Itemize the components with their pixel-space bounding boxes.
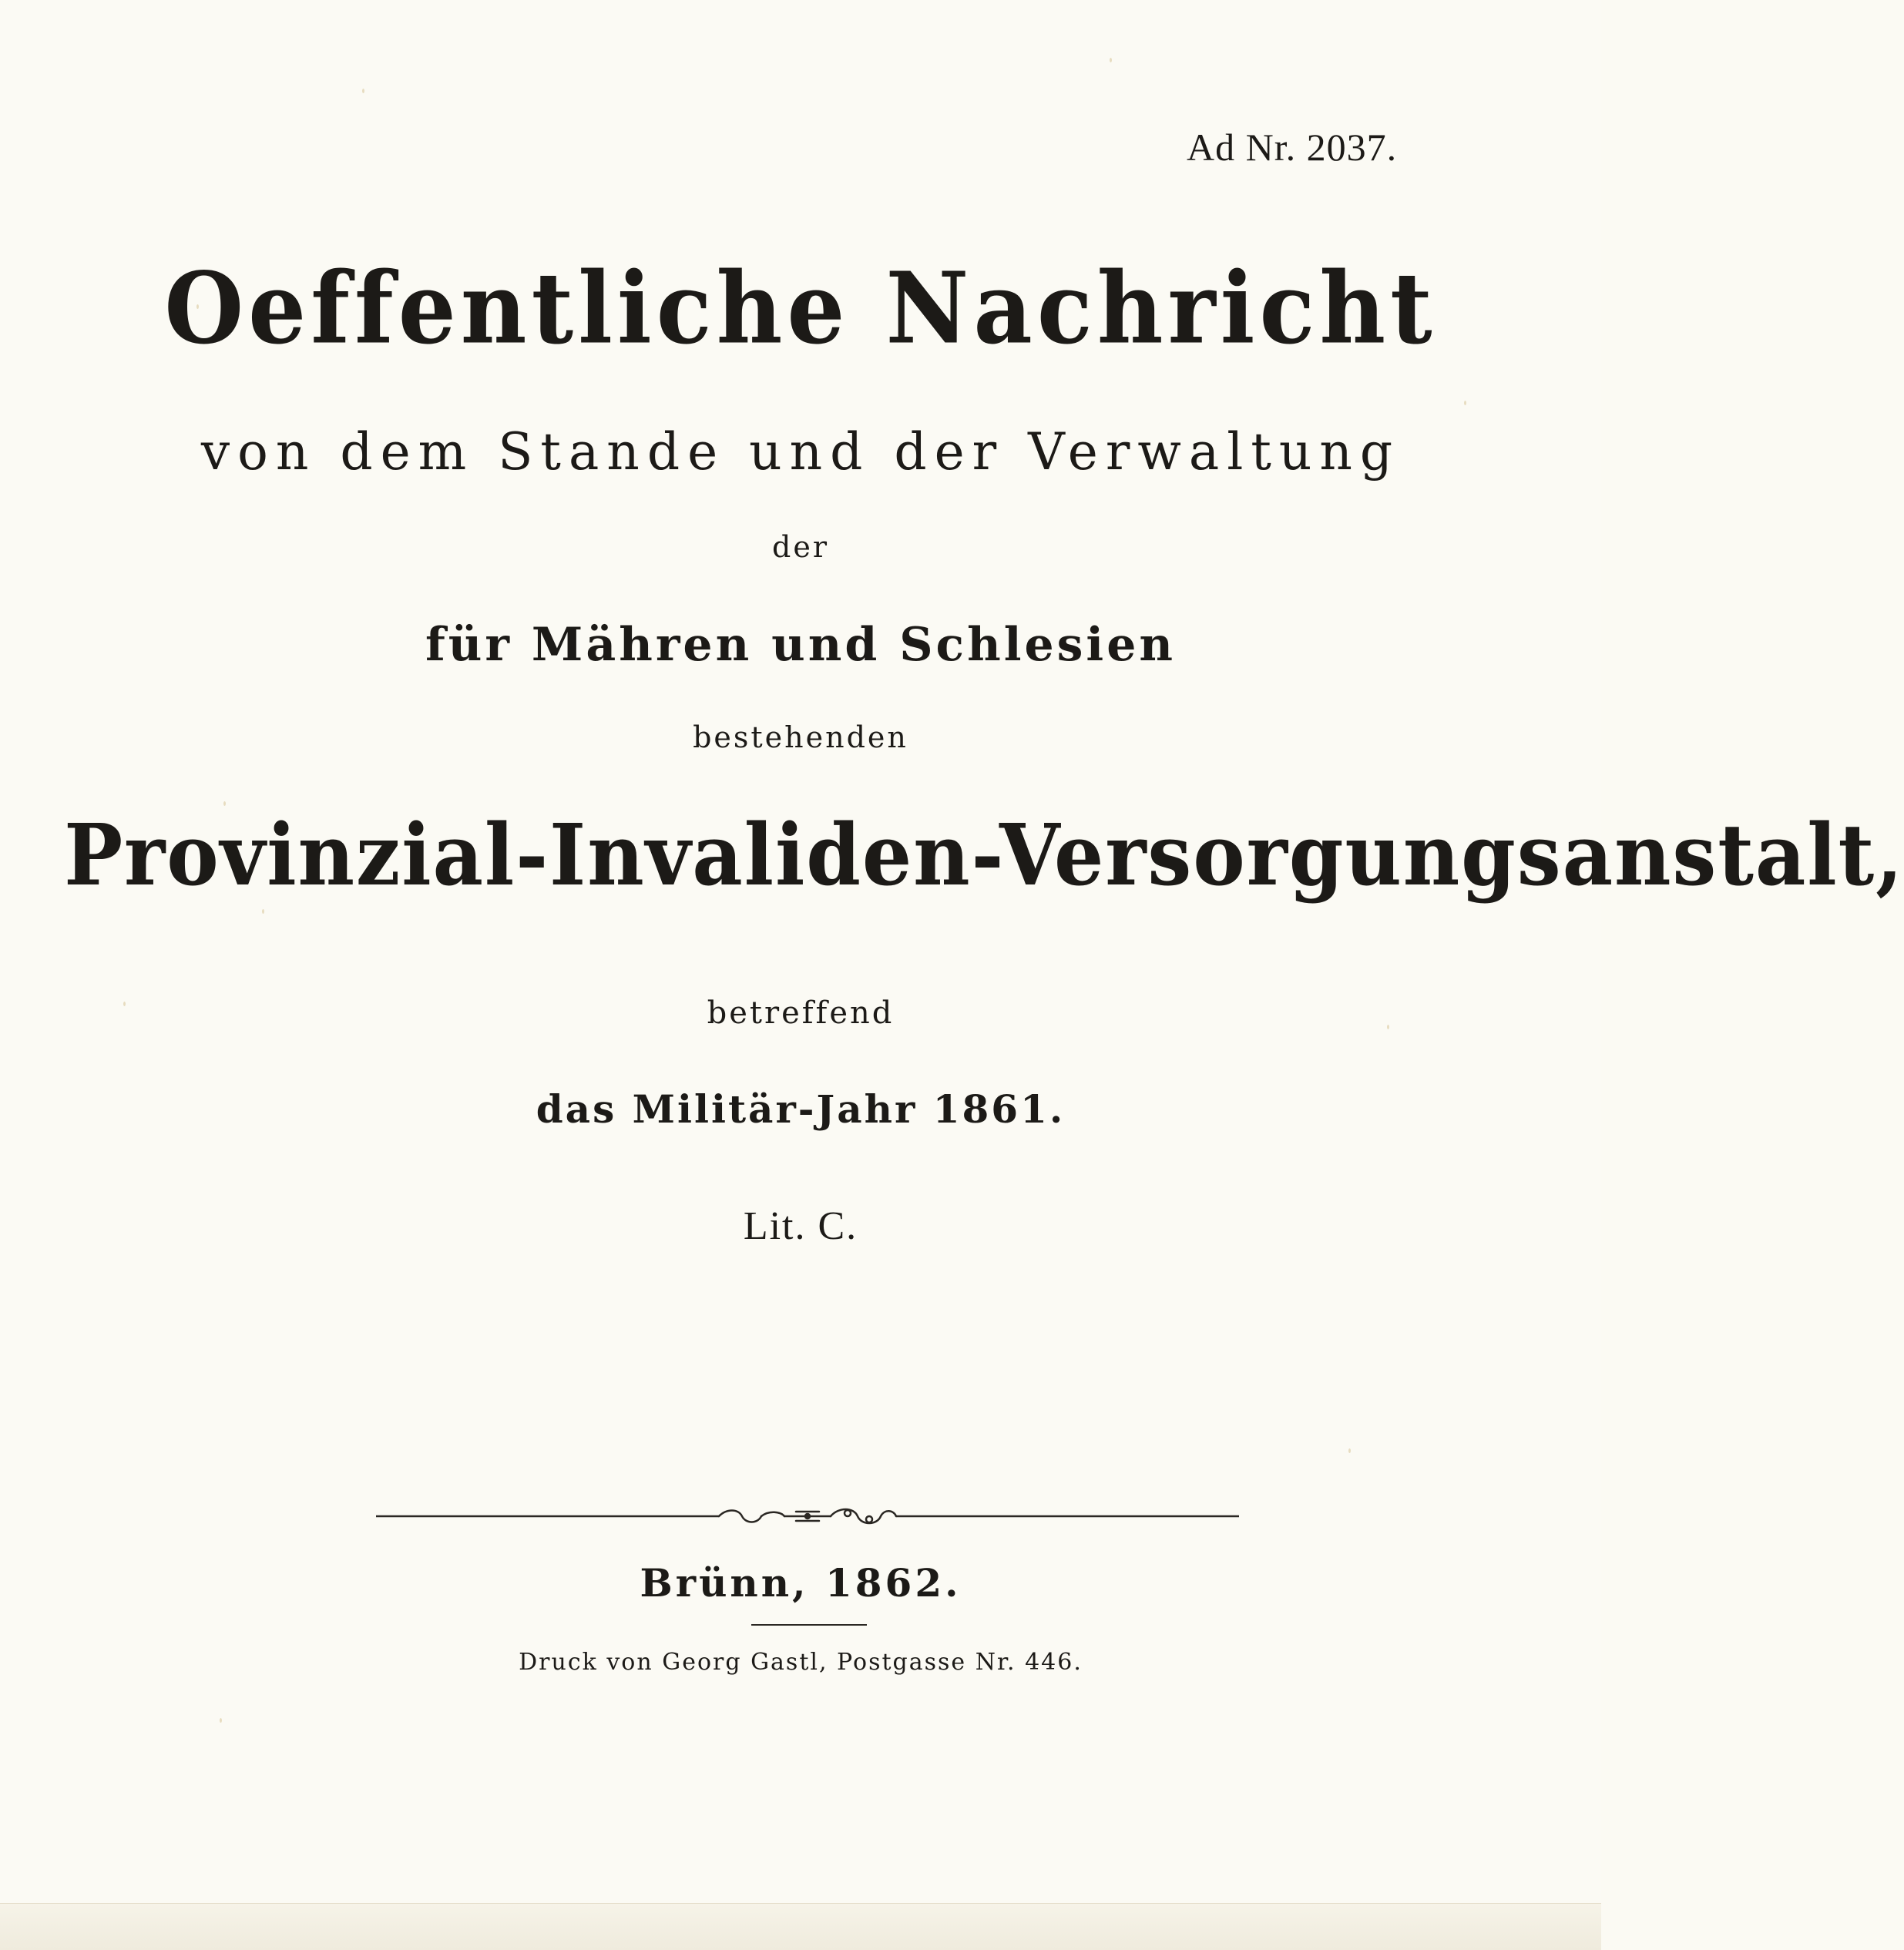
paper-bottom-edge (0, 1903, 1601, 1950)
subtitle-line-2: der (772, 530, 829, 564)
printer-imprint: Druck von Georg Gastl, Postgasse Nr. 446. (519, 1649, 1083, 1676)
subtitle-line-3: für Mähren und Schlesien (425, 618, 1177, 672)
subtitle-line-1: von dem Stande und der Verwaltung (200, 422, 1401, 482)
concerning-line: betreffend (707, 995, 895, 1031)
page-title: Oeffentliche Nachricht (164, 250, 1437, 366)
reference-number: Ad Nr. 2037. (1187, 126, 1398, 169)
ornamental-divider (376, 1501, 1239, 1532)
paper-speck (262, 909, 264, 914)
section-label: Lit. C. (743, 1204, 858, 1248)
paper-speck (1464, 401, 1466, 405)
paper-speck (1348, 1448, 1351, 1453)
place-and-date: Brünn, 1862. (640, 1560, 962, 1606)
paper-speck (220, 1718, 222, 1723)
paper-speck (362, 89, 364, 93)
subtitle-line-4: bestehenden (693, 720, 908, 754)
military-year-line: das Militär-Jahr 1861. (536, 1086, 1066, 1132)
institution-name: Provinzial-Invaliden-Versorgungsanstalt, (64, 805, 1904, 905)
short-divider (751, 1624, 867, 1626)
paper-speck (1110, 58, 1112, 62)
